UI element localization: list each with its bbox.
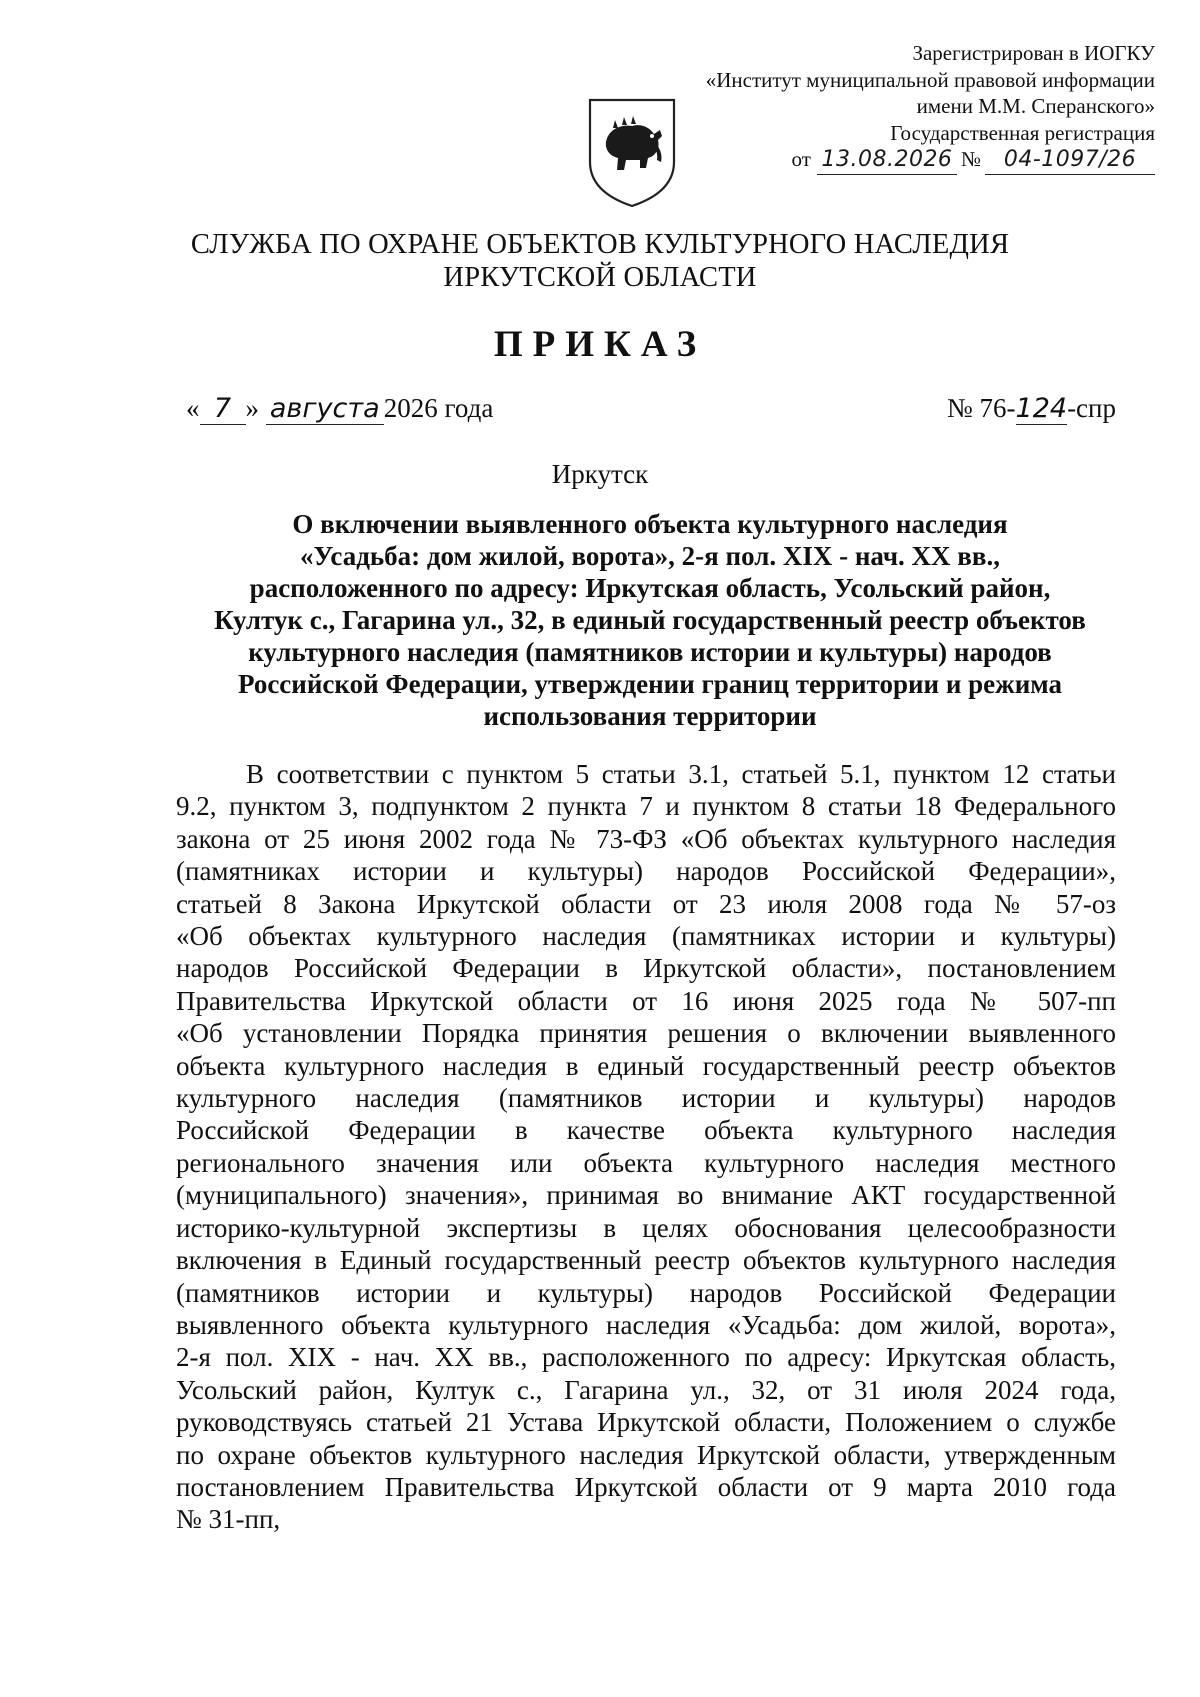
- order-date: [186, 393, 493, 425]
- quote-open: «: [186, 393, 200, 423]
- body-line: В соответствии с пунктом 5 статьи 3.1, статьей 5.1, пунктом 12 статьи: [246, 759, 1116, 789]
- registration-line: «Институт муниципальной правовой информации: [705, 67, 1155, 92]
- body-line: Правительства Иркутской области от 16 июня 2025 года № 507-пп: [176, 985, 1116, 1016]
- registration-date-prefix: от: [791, 147, 811, 171]
- subject-line: культурного наследия (памятников истории и культуры) народов: [248, 637, 1052, 667]
- quote-close: »: [245, 393, 259, 423]
- order-details: [186, 393, 1116, 433]
- body-line: постановлением Правительства Иркутской области от 9 марта 2010 года: [176, 1471, 1116, 1502]
- subject-line: использования территории: [483, 701, 817, 731]
- order-month: августа: [266, 393, 384, 425]
- order-subject: [180, 508, 1120, 732]
- body-line: «Об объектах культурного наследия (памятниках истории и культуры): [176, 921, 1116, 952]
- body-line: Российской Федерации в качестве объекта культурного наследия: [176, 1115, 1116, 1146]
- agency-name: [0, 228, 1200, 294]
- body-line: 9.2, пунктом 3, подпунктом 2 пункта 7 и пунктом 8 статьи 18 Федерального: [176, 791, 1116, 822]
- agency-name-line: ИРКУТСКОЙ ОБЛАСТИ: [443, 262, 757, 293]
- subject-line: расположенного по адресу: Иркутская область, Усольский район,: [249, 573, 1051, 603]
- registration-line: Зарегистрирован в ИОГКУ: [912, 41, 1155, 65]
- body-paragraph: [176, 758, 1116, 1536]
- body-line: культурного наследия (памятников истории и культуры) народов: [176, 1083, 1116, 1114]
- body-line: статьей 8 Закона Иркутской области от 23 июля 2008 года № 57-оз: [176, 888, 1116, 919]
- body-line: (муниципального) значения», принимая во внимание АКТ государственной: [176, 1180, 1116, 1211]
- registration-line: имени М.М. Сперанского»: [916, 94, 1155, 118]
- agency-name-line: СЛУЖБА ПО ОХРАНЕ ОБЪЕКТОВ КУЛЬТУРНОГО НАСЛЕДИЯ: [190, 229, 1010, 260]
- body-line: историко-культурной экспертизы в целях обоснования целесообразности: [176, 1212, 1116, 1243]
- body-line: (памятниках истории и культуры) народов Российской Федерации»,: [176, 856, 1116, 887]
- body-line: по охране объектов культурного наследия Иркутской области, утвержденным: [176, 1439, 1116, 1470]
- subject-line: О включении выявленного объекта культурного наследия: [292, 509, 1008, 539]
- body-line: Усольский район, Култук с., Гагарина ул., 32, от 31 июля 2024 года,: [176, 1374, 1116, 1405]
- body-line: регионального значения или объекта культурного наследия местного: [176, 1147, 1116, 1178]
- order-day: 7: [200, 393, 246, 425]
- subject-line: Култук с., Гагарина ул., 32, в единый государственный реестр объектов: [214, 605, 1086, 635]
- order-number-prefix: № 76-: [947, 393, 1016, 423]
- body-line: выявленного объекта культурного наследия «Усадьба: дом жилой, ворота»,: [176, 1309, 1116, 1340]
- document-type-title: ПРИКАЗ: [493, 324, 707, 365]
- body-line: руководствуясь статьей 21 Устава Иркутской области, Положением о службе: [176, 1407, 1116, 1438]
- order-year: 2026 года: [383, 393, 494, 423]
- order-number-suffix: -спр: [1067, 393, 1116, 423]
- order-number: [947, 393, 1116, 425]
- registration-date-number: [635, 146, 1155, 175]
- subject-line: Российской Федерации, утверждении границ территории и режима: [238, 669, 1062, 699]
- city-name: Иркутск: [551, 459, 649, 489]
- body-line: 2-я пол. XIX - нач. XX вв., расположенного по адресу: Иркутская область,: [176, 1342, 1116, 1373]
- order-number-value: 124: [1015, 393, 1068, 424]
- registration-stamp: [635, 40, 1155, 175]
- registration-line: Государственная регистрация: [890, 120, 1155, 145]
- body-line: включения в Единый государственный реестр объектов культурного наследия: [176, 1245, 1116, 1276]
- body-line: народов Российской Федерации в Иркутской области», постановлением: [176, 953, 1116, 984]
- subject-line: «Усадьба: дом жилой, ворота», 2-я пол. XIX - нач. XX вв.,: [300, 541, 1000, 571]
- body-line: «Об установлении Порядка принятия решения о включении выявленного: [176, 1018, 1116, 1049]
- body-line: закона от 25 июня 2002 года № 73-ФЗ «Об объектах культурного наследия: [176, 823, 1116, 854]
- body-line: (памятников истории и культуры) народов Российской Федерации: [176, 1277, 1116, 1308]
- registration-number: 04-1097/26: [985, 147, 1155, 175]
- coat-of-arms-icon: [586, 96, 678, 208]
- body-line: объекта культурного наследия в единый государственный реестр объектов: [176, 1050, 1116, 1081]
- registration-number-prefix: №: [960, 147, 981, 171]
- registration-date: 13.08.2026: [817, 147, 957, 175]
- body-line: № 31-пп,: [176, 1504, 281, 1535]
